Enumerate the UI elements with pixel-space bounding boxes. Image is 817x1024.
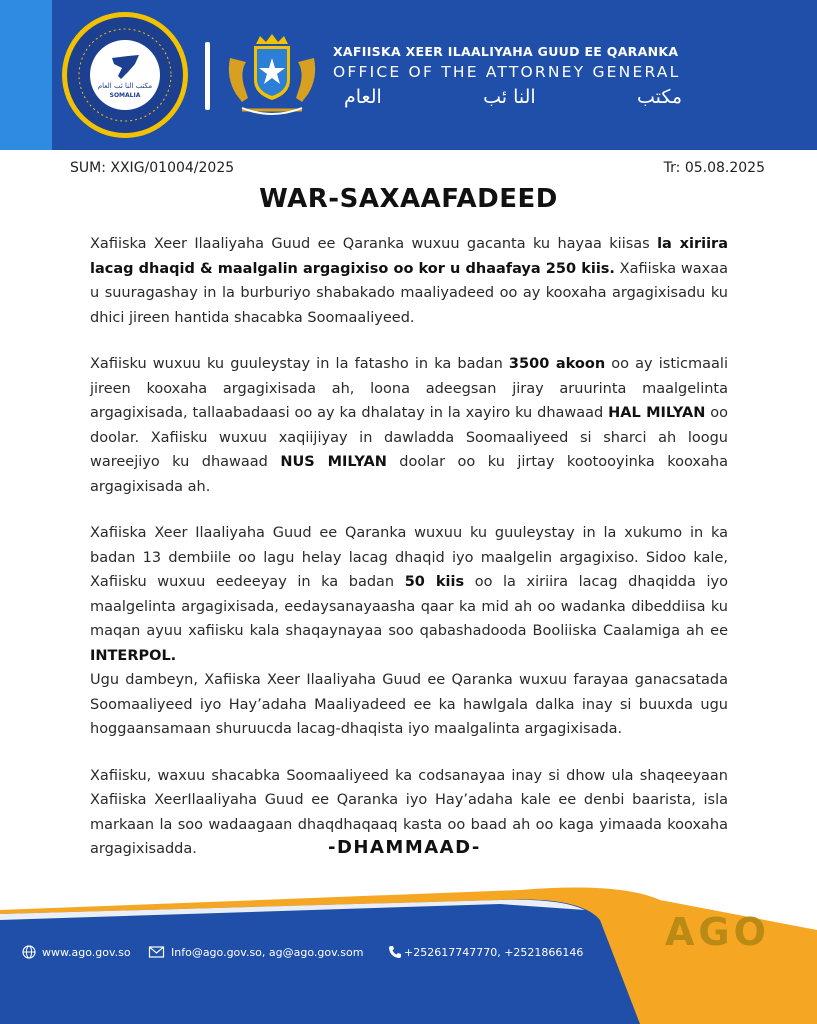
bold-text-run: INTERPOL. bbox=[90, 647, 177, 664]
coat-of-arms-icon bbox=[222, 28, 322, 120]
seal-arabic-text: مكتب النا ئب العام bbox=[97, 81, 153, 90]
arabic-word: مكتب bbox=[636, 86, 682, 108]
footer-brand: AGO bbox=[665, 910, 770, 954]
arabic-word: النا ئب bbox=[483, 86, 536, 108]
text-run: oo la xiriira lacag dhaqidda iyo maalgelinta argagixisada, eedaysanayaasha qaar ka mid ah oo wadanka dibeddiisa ku maqan ayuu xafiisku kala shaqaynayaa soo qabashadooda Booliiska Caalamiga ah ee bbox=[90, 574, 728, 639]
website-text: www.ago.gov.so bbox=[42, 945, 131, 959]
text-run: oo ay isticmaali jireen kooxaha argagixisada ah, loona adeegsan jiray aruurinta maalgelinta argagixisada, tallaabadaasi oo ay ka dhalatay in la xayiro ku dhawaad bbox=[90, 356, 728, 421]
header-divider bbox=[205, 42, 210, 110]
document-title: WAR-SAXAAFADEED bbox=[259, 184, 558, 214]
paragraph-5: Xafiisku, waxuu shacabka Soomaaliyeed ka codsanayaa inay si dhow ula shaqeeyaan Xafiiska XeerIlaaliyaha Guud ee Qaranka iyo Hay’adaha kale ee denbi baarista, isla markaan la soo wadaagaan dhaqdhaqaaq kasta oo baad ah oo kaga yimaada kooxaha argagixisadda. bbox=[90, 767, 728, 857]
office-seal bbox=[62, 12, 188, 138]
office-name-somali: XAFIISKA XEER ILAALIYAHA GUUD EE QARANKA bbox=[333, 44, 679, 59]
bold-text-run: la xiriira lacag dhaqid & maalgalin argagixiso oo kor u dhaafaya 250 kiis. bbox=[90, 236, 728, 277]
seal-ring-icon bbox=[67, 17, 183, 133]
footer-email[interactable] bbox=[148, 945, 363, 959]
text-run: Xafiisku wuxuu ku guuleystay in la fatasho in ka badan bbox=[90, 356, 509, 372]
globe-icon bbox=[22, 945, 36, 959]
end-mark: -DHAMMAAD- bbox=[328, 837, 481, 858]
seal-country-text: SOMALIA bbox=[109, 91, 141, 99]
paragraph-4: Ugu dambeyn, Xafiiska Xeer Ilaaliyaha Guud ee Qaranka wuxuu farayaa ganacsatada Soomaaliyeed iyo Hay’adaha Maaliyadeed ee ka hawlgala dalka inay si buuxda ugu hoggaansamaan shuruucda lacag-dhaqista iyo maalgalinta argagixisada. bbox=[90, 672, 728, 737]
bold-text-run: NUS MILYAN bbox=[280, 454, 387, 470]
text-run: doolar oo ku jirtay kootooyinka kooxaha argagixisada ah. bbox=[90, 454, 728, 495]
paragraph-1 bbox=[90, 232, 728, 330]
phone-text: +252617747770, +2521866146 bbox=[404, 945, 584, 959]
reference-number: SUM: XXIG/01004/2025 bbox=[70, 160, 235, 176]
bold-text-run: 50 kiis bbox=[404, 574, 465, 590]
text-run: Xafiiska Xeer Ilaaliyaha Guud ee Qaranka wuxuu gacanta ku hayaa kiisas bbox=[90, 236, 658, 252]
arabic-word: العام bbox=[344, 86, 382, 108]
reference-date: Tr: 05.08.2025 bbox=[663, 160, 765, 176]
press-release-body bbox=[90, 232, 728, 862]
bold-text-run: HAL MILYAN bbox=[608, 405, 706, 421]
text-run: Xafiiska waxaa u suuragashay in la burburiyo shabakado maaliyadeed oo ay kooxaha argagixisadu ku dhici jireen hantida shacabka Soomaaliyeed. bbox=[90, 260, 728, 326]
header-accent-band bbox=[0, 0, 52, 150]
phone-icon bbox=[388, 945, 402, 959]
paragraph-3 bbox=[90, 521, 728, 668]
bold-text-run: 3500 akoon bbox=[508, 356, 606, 372]
text-run: oo doolar. Xafiisku wuxuu xaqiijiyay in dawladda Soomaaliyeed si sharci ah loogu wareejiyo ku dhawaad bbox=[90, 405, 728, 470]
office-name-english: OFFICE OF THE ATTORNEY GENERAL bbox=[333, 63, 681, 81]
letterhead-header bbox=[0, 0, 817, 150]
footer-website[interactable] bbox=[22, 945, 131, 959]
footer-phone[interactable] bbox=[388, 945, 583, 959]
text-run: Xafiiska Xeer Ilaaliyaha Guud ee Qaranka wuxuu ku guuleystay in la xukumo in ka badan 13 dembiile oo lagu helay lacag dhaqid iyo maalgelin argagixiso. Sidoo kale, Xafiisku wuxuu eedeeyay in ka badan bbox=[90, 525, 728, 590]
paragraph-2 bbox=[90, 352, 728, 499]
email-text: Info@ago.gov.so, ag@ago.gov.som bbox=[171, 945, 364, 959]
envelope-icon bbox=[148, 945, 165, 959]
office-name-arabic bbox=[344, 86, 682, 108]
